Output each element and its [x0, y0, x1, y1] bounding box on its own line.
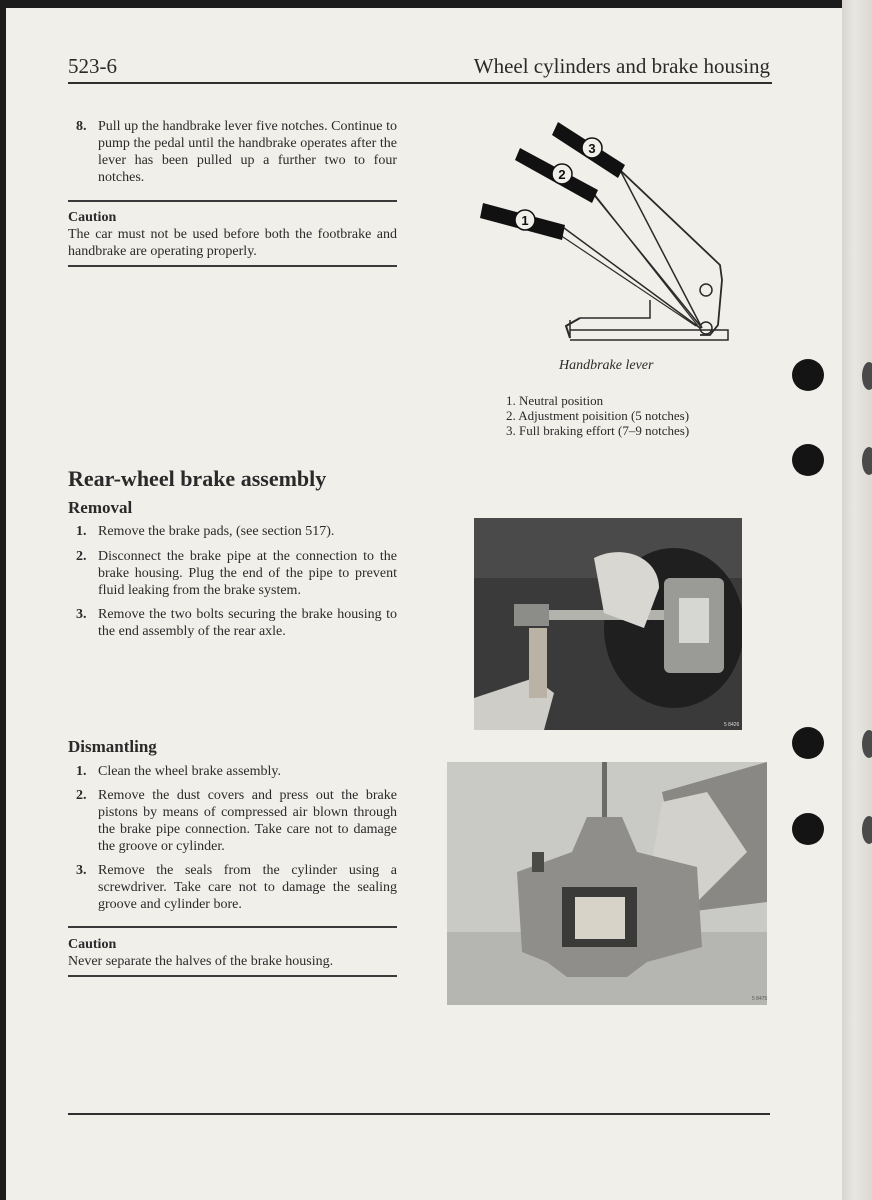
legend-item: 1. Neutral position: [506, 393, 604, 408]
step-text: Remove the two bolts securing the brake housing to the end assembly of the rear axle.: [98, 607, 397, 639]
page-number: 523-6: [68, 54, 117, 78]
section-heading: Rear-wheel brake assembly: [68, 466, 327, 491]
punch-hole: [792, 813, 824, 845]
step-text: Remove the dust covers and press out the brake pistons by means of compressed air blown through the brake pipe connection. Take care not to damage the groove or cylinder.: [98, 788, 397, 854]
figure-caption: Handbrake lever: [559, 358, 654, 373]
punch-hole: [792, 727, 824, 759]
footer-rule: [68, 1113, 770, 1115]
dismantling-step-1: [68, 763, 397, 780]
caution-rule-top: [68, 926, 397, 928]
caution-text: Never separate the halves of the brake housing.: [68, 954, 334, 969]
caution-title: Caution: [68, 937, 117, 952]
step-text: Disconnect the brake pipe at the connection to the brake housing. Plug the end of the pipe to prevent fluid leaking from the brake system.: [98, 549, 397, 598]
photo-removing-bolts: [474, 518, 742, 730]
step-number: 8.: [76, 119, 87, 134]
page-title: Wheel cylinders and brake housing: [473, 54, 770, 78]
figure-legend: [506, 393, 689, 438]
bracket-hole-icon: [700, 284, 712, 296]
step-number: 3.: [76, 607, 87, 622]
removal-step-1: [68, 523, 397, 540]
punch-hole-back: [862, 730, 872, 758]
caution-rule-bottom: [68, 265, 397, 267]
punch-hole: [792, 444, 824, 476]
caution-box: [68, 209, 397, 260]
header-rule: [68, 82, 772, 84]
caution-rule-bottom: [68, 975, 397, 977]
step-8: [68, 118, 397, 186]
punch-hole-back: [862, 362, 872, 390]
photo-ref: 5 8426: [724, 722, 740, 728]
punch-hole-back: [862, 447, 872, 475]
legend-item: 2. Adjustment poisition (5 notches): [506, 408, 690, 423]
step-number: 3.: [76, 863, 87, 878]
dismantling-step-2: [68, 787, 397, 855]
removal-step-3: [68, 606, 397, 640]
removal-heading: Removal: [68, 498, 133, 517]
marker-2: 2: [558, 167, 566, 182]
step-text: Remove the brake pads, (see section 517).: [98, 524, 335, 539]
marker-1: 1: [521, 213, 529, 228]
handbrake-lever-diagram: [470, 100, 740, 360]
step-number: 2.: [76, 788, 87, 803]
caution-title: Caution: [68, 210, 117, 225]
photo-pressing-out-pistons: [447, 762, 767, 1005]
step-text: Pull up the handbrake lever five notches. Continue to pump the pedal until the handbrake operates after the lever has been pulled up a further two to four notches.: [98, 119, 397, 185]
removal-step-2: [68, 548, 397, 599]
marker-3: 3: [588, 141, 596, 156]
step-number: 1.: [76, 524, 87, 539]
step-number: 1.: [76, 764, 87, 779]
caution-box: [68, 936, 397, 970]
photo-ref: 5 8475: [752, 996, 767, 1002]
legend-item: 3. Full braking effort (7–9 notches): [506, 423, 690, 438]
caution-text: The car must not be used before both the footbrake and handbrake are operating properly.: [68, 227, 397, 259]
step-text: Remove the seals from the cylinder using a screwdriver. Take care not to damage the sealing groove and cylinder bore.: [98, 863, 397, 912]
dismantling-step-3: [68, 862, 397, 913]
dismantling-heading: Dismantling: [68, 737, 157, 756]
punch-hole: [792, 359, 824, 391]
page-edge: [842, 0, 872, 1200]
caution-rule-top: [68, 200, 397, 202]
step-text: Clean the wheel brake assembly.: [98, 764, 281, 779]
lever-grip-1: [480, 203, 565, 240]
step-number: 2.: [76, 549, 87, 564]
punch-hole-back: [862, 816, 872, 844]
